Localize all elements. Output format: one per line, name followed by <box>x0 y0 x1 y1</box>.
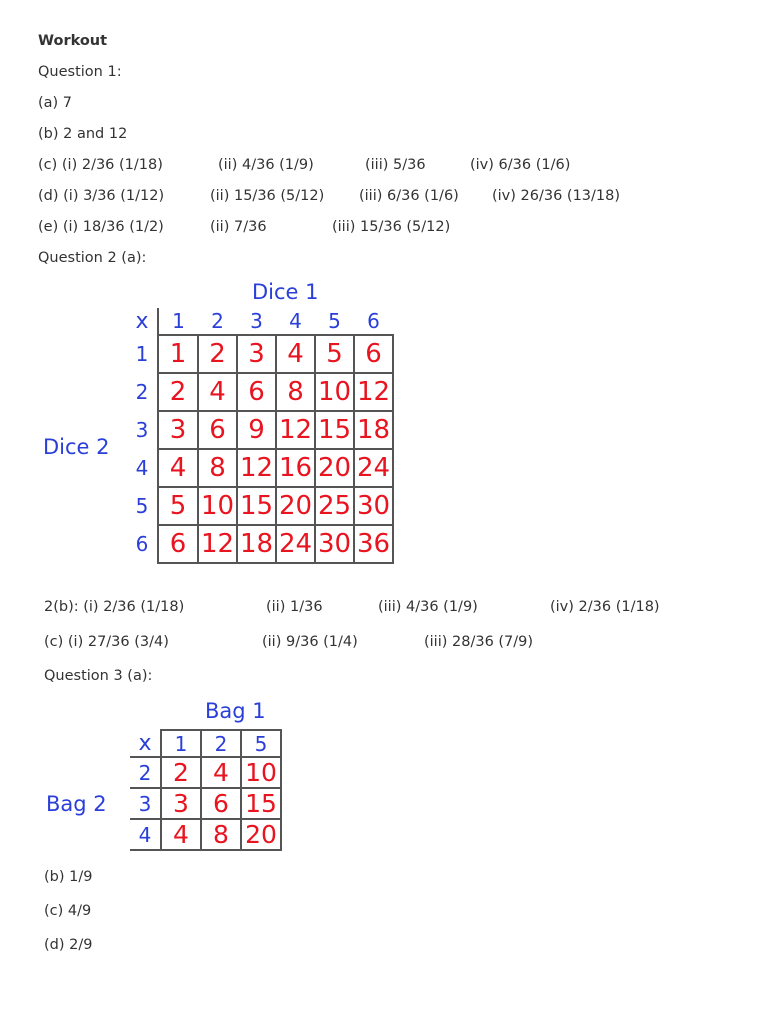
table-row <box>130 819 281 850</box>
table-cell: 6 <box>237 373 276 411</box>
q3-answer-d: (d) 2/9 <box>44 937 93 953</box>
row-header: 6 <box>127 525 158 563</box>
table-cell: 12 <box>354 373 393 411</box>
column-header: 4 <box>289 309 302 333</box>
table-cell: 3 <box>237 335 276 373</box>
table-cell: 12 <box>276 411 315 449</box>
table-cell: 18 <box>237 525 276 563</box>
bag-table <box>130 729 282 851</box>
table-cell: 6 <box>201 788 241 819</box>
table-cell: 4 <box>158 449 198 487</box>
q1-d-part-ii: (ii) 15/36 (5/12) <box>210 188 325 204</box>
table-cell: 24 <box>354 449 393 487</box>
column-header: 3 <box>250 309 263 333</box>
q3-answer-c: (c) 4/9 <box>44 903 92 919</box>
table-cell: 2 <box>161 757 201 788</box>
table-cell: 2 <box>198 335 237 373</box>
q1-c-part-iii: (iii) 5/36 <box>365 157 426 173</box>
q1-d-part-iv: (iv) 26/36 (13/18) <box>492 188 621 204</box>
q1-d-part-i: (d) (i) 3/36 (1/12) <box>38 188 165 204</box>
row-header: 3 <box>127 411 158 449</box>
table-cell: 30 <box>315 525 354 563</box>
table-cell: 1 <box>158 335 198 373</box>
table-cell: 4 <box>276 335 315 373</box>
table-cell: 18 <box>354 411 393 449</box>
table-row <box>127 449 393 487</box>
table-row <box>127 411 393 449</box>
table-cell: 12 <box>237 449 276 487</box>
table-cell: 2 <box>158 373 198 411</box>
table-cell: 5 <box>315 335 354 373</box>
table-cell: 16 <box>276 449 315 487</box>
question-1-label: Question 1: <box>38 64 122 80</box>
table-row <box>130 757 281 788</box>
row-header: 4 <box>127 449 158 487</box>
table-corner: x <box>130 730 161 757</box>
column-header: 5 <box>328 309 341 333</box>
dice-table <box>127 308 394 564</box>
table-cell: 30 <box>354 487 393 525</box>
table-cell: 8 <box>198 449 237 487</box>
column-header: 6 <box>367 309 380 333</box>
table-cell: 6 <box>158 525 198 563</box>
row-header: 1 <box>127 335 158 373</box>
table-cell: 4 <box>198 373 237 411</box>
question-3a-label: Question 3 (a): <box>44 668 153 684</box>
question-2a-label: Question 2 (a): <box>38 250 147 266</box>
q2-b-part-iii: (iii) 4/36 (1/9) <box>378 599 478 615</box>
table-row <box>127 373 393 411</box>
q2-c-part-ii: (ii) 9/36 (1/4) <box>262 634 358 650</box>
table-cell: 4 <box>201 757 241 788</box>
table-row <box>130 788 281 819</box>
q3-answer-b: (b) 1/9 <box>44 869 93 885</box>
q1-c-part-i: (c) (i) 2/36 (1/18) <box>38 157 163 173</box>
column-header: 1 <box>172 309 185 333</box>
q1-answer-a: (a) 7 <box>38 95 73 111</box>
table-cell: 24 <box>276 525 315 563</box>
q1-answer-b: (b) 2 and 12 <box>38 126 128 142</box>
table-cell: 15 <box>241 788 281 819</box>
table-cell: 6 <box>354 335 393 373</box>
dice-2-title: Dice 2 <box>43 435 110 459</box>
q1-e-part-i: (e) (i) 18/36 (1/2) <box>38 219 164 235</box>
table-corner: x <box>127 308 158 335</box>
q2-b-part-ii: (ii) 1/36 <box>266 599 323 615</box>
dice-1-title: Dice 1 <box>252 280 319 304</box>
dice-multiplication-grid <box>38 278 402 568</box>
table-cell: 8 <box>201 819 241 850</box>
row-header: 5 <box>127 487 158 525</box>
q2-b-part-i: 2(b): (i) 2/36 (1/18) <box>44 599 185 615</box>
table-cell: 25 <box>315 487 354 525</box>
q2-c-part-iii: (iii) 28/36 (7/9) <box>424 634 534 650</box>
table-cell: 5 <box>158 487 198 525</box>
column-header: 5 <box>241 730 281 757</box>
column-header: 2 <box>211 309 224 333</box>
page-title: Workout <box>38 33 108 49</box>
table-cell: 20 <box>276 487 315 525</box>
bag-1-title: Bag 1 <box>205 699 266 723</box>
column-header: 2 <box>201 730 241 757</box>
table-cell: 20 <box>315 449 354 487</box>
table-cell: 36 <box>354 525 393 563</box>
q2-b-part-iv: (iv) 2/36 (1/18) <box>550 599 660 615</box>
row-header: 4 <box>130 819 161 850</box>
table-cell: 9 <box>237 411 276 449</box>
bag-2-title: Bag 2 <box>46 792 107 816</box>
q1-e-part-ii: (ii) 7/36 <box>210 219 267 235</box>
row-header: 3 <box>130 788 161 819</box>
row-header: 2 <box>127 373 158 411</box>
table-cell: 8 <box>276 373 315 411</box>
row-header: 2 <box>130 757 161 788</box>
table-cell: 3 <box>161 788 201 819</box>
q2-c-part-i: (c) (i) 27/36 (3/4) <box>44 634 169 650</box>
table-cell: 10 <box>315 373 354 411</box>
column-header: 1 <box>161 730 201 757</box>
table-row <box>127 335 393 373</box>
q1-e-part-iii: (iii) 15/36 (5/12) <box>332 219 451 235</box>
table-row <box>127 525 393 563</box>
table-cell: 10 <box>198 487 237 525</box>
q1-c-part-ii: (ii) 4/36 (1/9) <box>218 157 314 173</box>
table-cell: 15 <box>315 411 354 449</box>
table-cell: 3 <box>158 411 198 449</box>
table-cell: 15 <box>237 487 276 525</box>
bag-multiplication-grid <box>44 696 294 852</box>
table-cell: 4 <box>161 819 201 850</box>
table-cell: 10 <box>241 757 281 788</box>
table-cell: 20 <box>241 819 281 850</box>
table-row <box>127 487 393 525</box>
table-cell: 12 <box>198 525 237 563</box>
table-cell: 6 <box>198 411 237 449</box>
q1-d-part-iii: (iii) 6/36 (1/6) <box>359 188 459 204</box>
q1-c-part-iv: (iv) 6/36 (1/6) <box>470 157 571 173</box>
